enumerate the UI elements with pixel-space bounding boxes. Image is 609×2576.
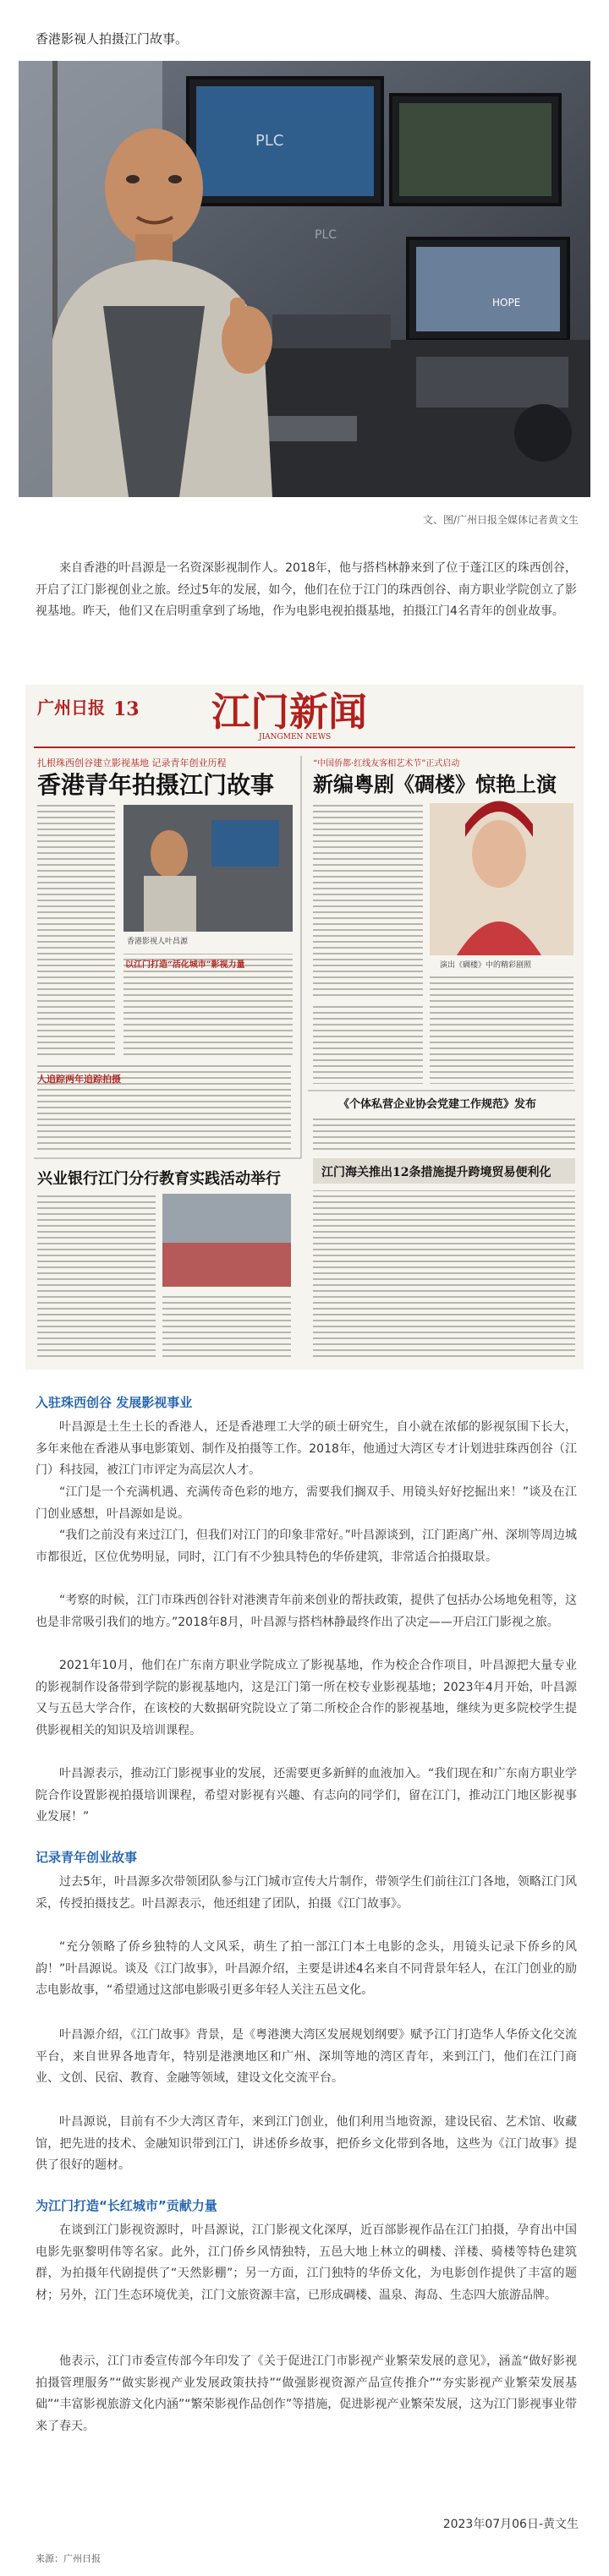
article-paragraph: 过去5年，叶昌源多次带领团队参与江门城市宣传大片制作，带领学生们前往江门各地，领略江门风采，传授拍摄技艺。叶昌源表示，他还组建了团队，拍摄《江门故事》。	[36, 1875, 577, 1911]
article-paragraph: 叶昌源是土生土长的香港人，还是香港理工大学的硕士研究生，自小就在浓郁的影视氛围下长大，多年来他在香港从事电影策划、制作及拍摄等工作。2018年，他通过大湾区专才计划进驻珠西创谷（江门）科技园，被江门市评定为高层次人才。	[36, 1420, 577, 1477]
newspaper-page-image	[25, 685, 584, 1370]
right-headline: 新编粤剧《碉楼》惊艳上演	[313, 772, 557, 796]
article-paragraph: “充分领略了侨乡独特的人文风采，萌生了拍一部江门本土电影的念头，用镜头记录下侨乡的风韵！”叶昌源说。谈及《江门故事》，叶昌源介绍，主要是讲述4名来自不同背景年轻人，在江门创业的励志电影故事，“希望通过这部电影吸引更多年轻人关注五邑文化。	[36, 1940, 577, 1997]
intro-line: 香港影视人拍摄江门故事。	[36, 31, 189, 46]
newspaper-logo: 广州日报	[37, 697, 105, 718]
article-paragraph: “考察的时候，江门市珠西创谷针对港澳青年前来创业的帮扶政策，提供了包括办公场地免租等，这也是非常吸引我们的地方。”2018年8月，叶昌源与搭档林静最终作出了决定——开启江门影视之旅。	[36, 1594, 577, 1629]
date-author: 2023年07月06日-黄文生	[442, 2518, 579, 2531]
news-photo	[19, 61, 590, 497]
section-heading: 记录青年创业故事	[36, 1850, 138, 1865]
left-subhead-1: 人追踪两年追踪拍摄	[37, 1074, 121, 1085]
right-kicker: “中国侨都·红线友客相艺术节”正式启动	[313, 759, 460, 768]
left-subhead-2: 以江门打造“活化城市”影视力量	[125, 960, 245, 970]
article-paragraph: 在谈到江门影视资源时，叶昌源说，江门影视文化深厚，近百部影视作品在江门拍摄，孕育出中国电影先驱黎明伟等名家。此外，江门侨乡风情独特，五邑大地上林立的碉楼、洋楼、骑楼等特色建筑群，为拍摄年代剧提供了“天然影棚”；另一方面，江门独特的华侨文化，为电影创作提供了丰富的题材；另外，江门生态环境优美，江门文旅资源丰富，已形成碉楼、温泉、海岛、生态四大旅游品牌。	[36, 2223, 577, 2302]
article-paragraph: 来自香港的叶昌源是一名资深影视制作人。2018年，他与搭档林静来到了位于蓬江区的珠西创谷，开启了江门影视创业之旅。经过5年的发展，如今，他们在位于江门的珠西创谷、南方职业学院创立了影视基地。昨天，他们又在启明重拿到了场地，作为电影电视拍摄基地，拍摄江门4名青年的创业故事。	[36, 561, 577, 618]
article-paragraph: 他表示，江门市委宣传部今年印发了《关于促进江门市影视产业繁荣发展的意见》，涵盖“做好影视拍摄管理服务”“做实影视产业发展政策扶持”“做强影视资源产品宣传推介”“夯实影视产业繁荣发展基础”“丰富影视旅游文化内涵”“繁荣影视作品创作”等措施，促进影视产业繁荣发展，这为江门影视事业带来了春天。	[36, 2354, 577, 2433]
screen-label: PLC	[315, 228, 337, 242]
right-bottom-headline: 江门海关推出12条措施提升跨境贸易便利化	[321, 1166, 551, 1179]
article-paragraph: “我们之前没有来过江门，但我们对江门的印象非常好。”叶昌源谈到，江门距离广州、深圳等周边城市都很近，区位优势明显，同时，江门有不少独具特色的华侨建筑，非常适合拍摄取景。	[36, 1529, 577, 1564]
masthead-title: 江门新闻	[211, 689, 367, 735]
screen-label: PLC	[255, 132, 284, 150]
article-paragraph: 叶昌源说，目前有不少大湾区青年，来到江门创业，他们利用当地资源，建设民宿、艺术馆、收藏馆，把先进的技术、金融知识带到江门，讲述侨乡故事，把侨乡文化带到各地，这些为《江门故事》提供了很好的题材。	[36, 2115, 577, 2172]
photo-credit: 文、图/广州日报全媒体记者黄文生	[422, 514, 579, 526]
article-paragraph: “江门是一个充满机遇、充满传奇色彩的地方，需要我们搁双手、用镜头好好挖掘出来！”谈及在江门创业感想，叶昌源如是说。	[36, 1485, 577, 1521]
page-number: 13	[113, 698, 140, 720]
right-caption: 演出《碉楼》中的精彩剧照	[440, 961, 532, 970]
article-paragraph: 叶昌源介绍，《江门故事》背景，是《粤港澳大湾区发展规划纲要》赋予江门打造华人华侨文化交流平台，来自世界各地青年，特别是港澳地区和广州、深圳等地的湾区青年，来到江门，他们在江门商业、文创、民宿、教育、金融等领域，建设文化交流平台。	[36, 2028, 577, 2085]
article-paragraph: 2021年10月，他们在广东南方职业学院成立了影视基地，作为校企合作项目，叶昌源把大量专业的影视制作设备带到学院的影视基地内，这是江门第一所在校专业影视基地；2023年4月开始，叶昌源又与五邑大学合作，在该校的大数据研究院设立了第二所校企合作的影视基地，继续为更多院校学生提供影视相关的知识及培训课程。	[36, 1659, 577, 1737]
bottom-left-headline: 兴业银行江门分行教育实践活动举行	[37, 1170, 281, 1188]
screen-label: HOPE	[492, 297, 521, 309]
masthead-en: JIANGMEN NEWS	[259, 733, 332, 741]
right-box-headline: 《个体私营企业协会党建工作规范》发布	[338, 1098, 537, 1111]
left-headline: 香港青年拍摄江门故事	[37, 771, 275, 799]
left-kicker: 扎根珠西创谷建立影视基地 记录青年创业历程	[37, 757, 227, 768]
left-caption: 香港影视人叶昌源	[127, 938, 189, 946]
section-heading: 入驻珠西创谷 发展影视事业	[36, 1395, 193, 1410]
source-line: 来源：广州日报	[36, 2553, 101, 2564]
section-heading: 为江门打造“长红城市”贡献力量	[36, 2198, 217, 2213]
article-paragraph: 叶昌源表示，推动江门影视事业的发展，还需要更多新鲜的血液加入。“我们现在和广东南方职业学院合作设置影视拍摄培训课程，希望对影视有兴趣、有志向的同学们，留在江门，推动江门地区影视事业发展！”	[36, 1767, 577, 1824]
